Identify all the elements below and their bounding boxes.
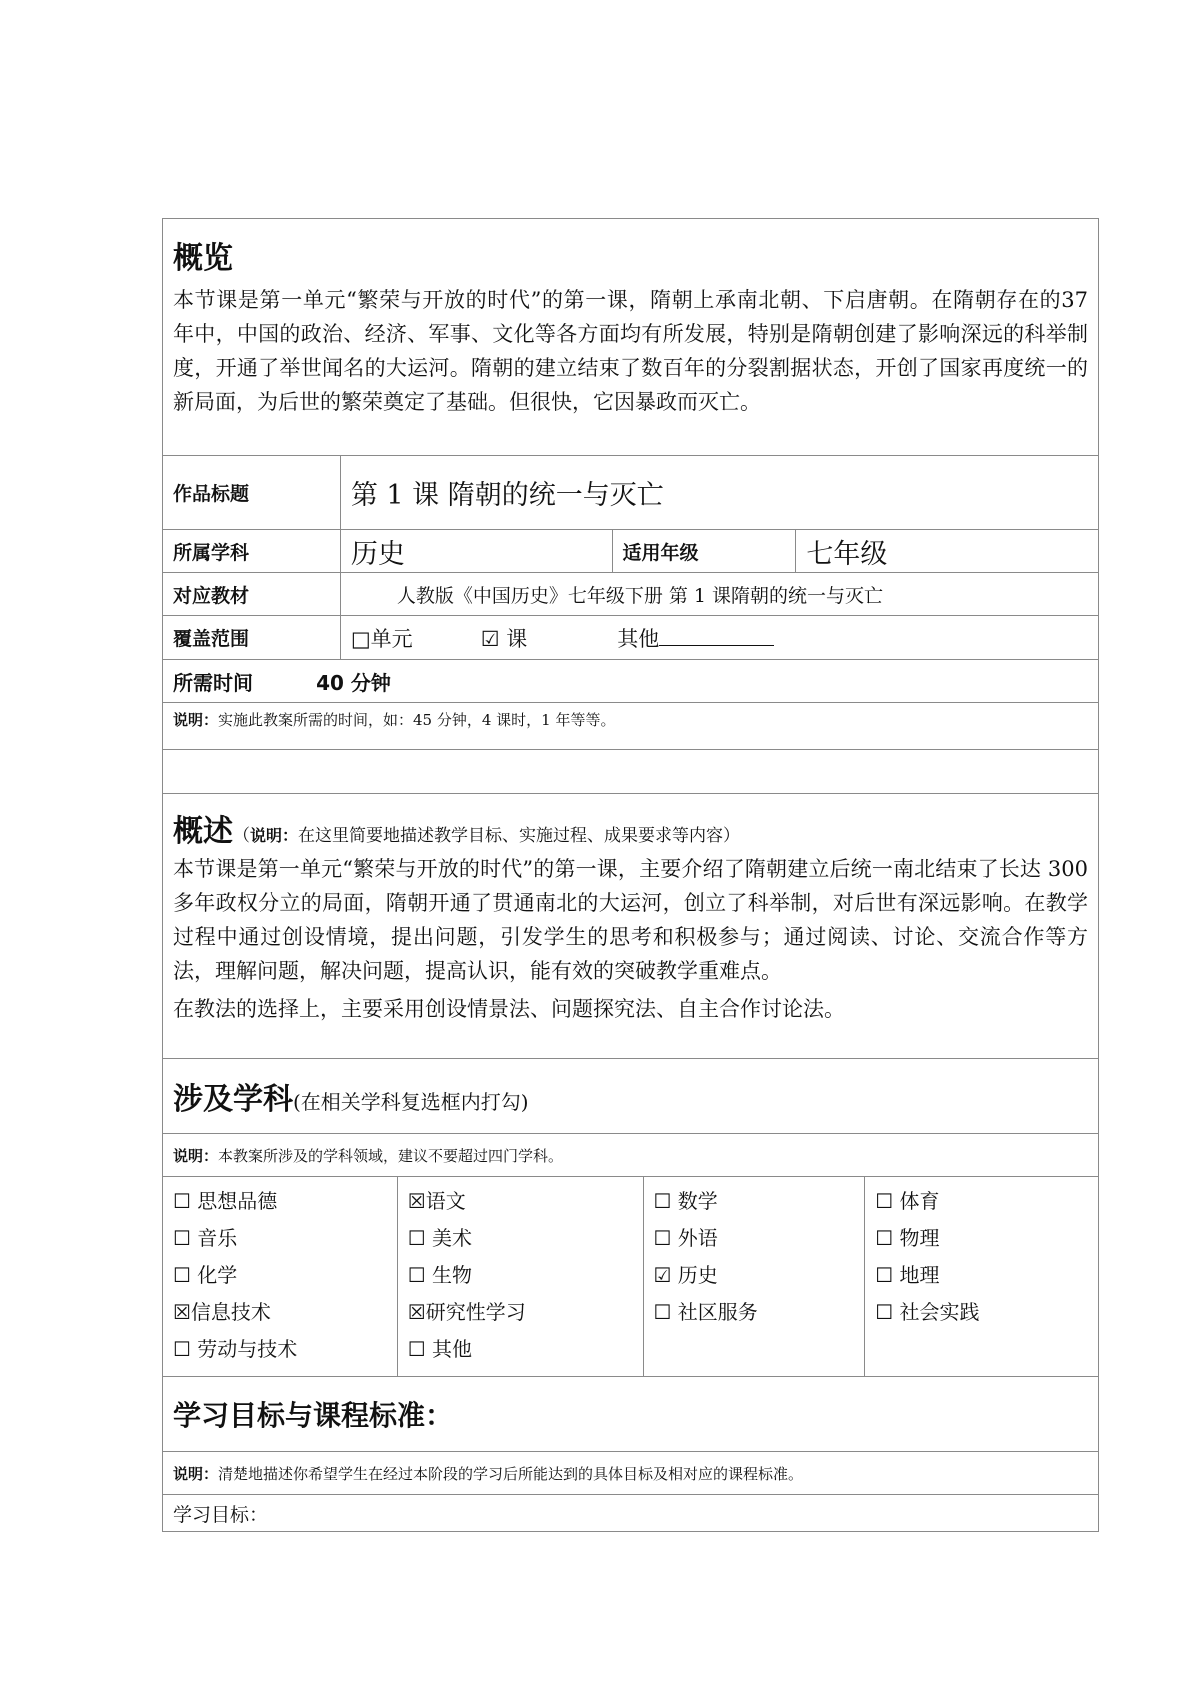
subject-checkbox[interactable]: ☐ 数学 — [653, 1189, 718, 1213]
subject-checkbox[interactable]: ☒研究性学习 — [407, 1300, 526, 1324]
subject-checkbox[interactable]: ☐ 社区服务 — [653, 1300, 758, 1324]
summary-note: 在这里简要地描述教学目标、实施过程、成果要求等内容） — [298, 826, 741, 846]
coverage-options — [340, 616, 1098, 660]
empty-row — [163, 750, 1099, 794]
time-note-text: 实施此教案所需的时间，如：45 分钟，4 课时，1 年等等。 — [218, 711, 616, 729]
coverage-other-blank — [659, 627, 774, 646]
subject-checkbox[interactable]: ☐ 社会实践 — [875, 1300, 980, 1324]
overview-section — [163, 219, 1099, 456]
summary-title: 概述 — [173, 814, 233, 849]
subject-checkbox[interactable]: ☒语文 — [407, 1189, 466, 1213]
summary-section — [163, 794, 1099, 1059]
subject-checkbox[interactable]: ☐ 其他 — [407, 1337, 473, 1361]
summary-note-open: （ — [233, 826, 250, 846]
subjects-note — [163, 1134, 1099, 1177]
coverage-lesson-checkbox[interactable]: ☑ 课 — [480, 626, 528, 651]
subject-checkbox[interactable]: ☐ 外语 — [653, 1226, 718, 1250]
coverage-label: 覆盖范围 — [163, 616, 341, 660]
subject-checkbox[interactable]: ☒信息技术 — [173, 1300, 271, 1324]
work-title-value: 第 1 课 隋朝的统一与灭亡 — [340, 456, 1098, 530]
subjects-title: 涉及学科 — [173, 1082, 293, 1117]
grade-label: 适用年级 — [612, 530, 796, 573]
grade-value: 七年级 — [796, 530, 1099, 573]
subjects-note-text: 本教案所涉及的学科领域，建议不要超过四门学科。 — [218, 1146, 564, 1165]
subject-checkbox[interactable]: ☐ 生物 — [407, 1263, 473, 1287]
overview-text: 本节课是第一单元“繁荣与开放的时代”的第一课，隋朝上承南北朝、下启唐朝。在隋朝存在的37 年中，中国的政治、经济、军事、文化等各方面均有所发展，特别是隋朝创建了影响深远的科举制度，开通了举世闻名的大运河。隋朝的建立结束了数百年的分裂割据状态，开创了国家再度统一的新局面，为后世的繁荣奠定了基础。但很快，它因暴政而灭亡。 — [173, 288, 1088, 414]
coverage-other-checkbox[interactable]: 其他 — [617, 626, 660, 651]
goals-label: 学习目标： — [163, 1495, 1099, 1532]
textbook-value: 人教版《中国历史》七年级下册 第 1 课隋朝的统一与灭亡 — [340, 573, 1098, 616]
goals-note-label: 说明： — [173, 1464, 219, 1483]
time-row — [163, 660, 1099, 703]
goals-note — [163, 1452, 1099, 1495]
subject-checkbox[interactable]: ☐ 思想品德 — [173, 1189, 278, 1213]
time-value: 40 分钟 — [316, 670, 391, 695]
subject-checkbox[interactable]: ☐ 美术 — [407, 1226, 473, 1250]
lesson-plan-table — [162, 218, 1099, 1532]
subject-checkbox[interactable]: ☐ 音乐 — [173, 1226, 238, 1250]
subjects-column-3 — [643, 1177, 865, 1377]
subject-label: 所属学科 — [163, 530, 341, 573]
textbook-label: 对应教材 — [163, 573, 341, 616]
time-note — [163, 703, 1099, 750]
subject-checkbox[interactable]: ☐ 化学 — [173, 1263, 238, 1287]
subject-value: 历史 — [340, 530, 612, 573]
subject-checkbox[interactable]: ☐ 劳动与技术 — [173, 1337, 298, 1361]
subjects-header — [163, 1059, 1099, 1134]
work-title-label: 作品标题 — [163, 456, 341, 530]
summary-paragraph-1: 本节课是第一单元“繁荣与开放的时代”的第一课，主要介绍了隋朝建立后统一南北结束了长达 300 多年政权分立的局面，隋朝开通了贯通南北的大运河，创立了科举制，对后世有深远影响。在教学过程中通过创设情境，提出问题，引发学生的思考和积极参与；通过阅读、讨论、交流合作等方法，理解问题，解决问题，提高认识，能有效的突破教学重难点。 — [173, 857, 1088, 983]
subject-checkbox[interactable]: ☑ 历史 — [653, 1263, 718, 1287]
time-label: 所需时间 — [173, 670, 253, 695]
coverage-unit-checkbox[interactable]: □单元 — [350, 626, 413, 651]
subjects-hint: (在相关学科复选框内打勾) — [293, 1090, 529, 1114]
time-note-label: 说明： — [173, 711, 219, 729]
subject-checkbox[interactable]: ☐ 物理 — [875, 1226, 940, 1250]
summary-paragraph-2: 在教法的选择上，主要采用创设情景法、问题探究法、自主合作讨论法。 — [173, 997, 845, 1021]
goals-title: 学习目标与课程标准： — [163, 1377, 1099, 1452]
subjects-note-label: 说明： — [173, 1146, 219, 1165]
overview-title: 概览 — [173, 241, 233, 276]
subjects-column-2 — [397, 1177, 643, 1377]
subject-checkbox[interactable]: ☐ 地理 — [875, 1263, 940, 1287]
goals-note-text: 清楚地描述你希望学生在经过本阶段的学习后所能达到的具体目标及相对应的课程标准。 — [218, 1464, 804, 1483]
summary-note-label: 说明： — [250, 826, 299, 845]
subjects-column-1 — [163, 1177, 398, 1377]
subjects-column-4 — [865, 1177, 1099, 1377]
subject-checkbox[interactable]: ☐ 体育 — [875, 1189, 940, 1213]
